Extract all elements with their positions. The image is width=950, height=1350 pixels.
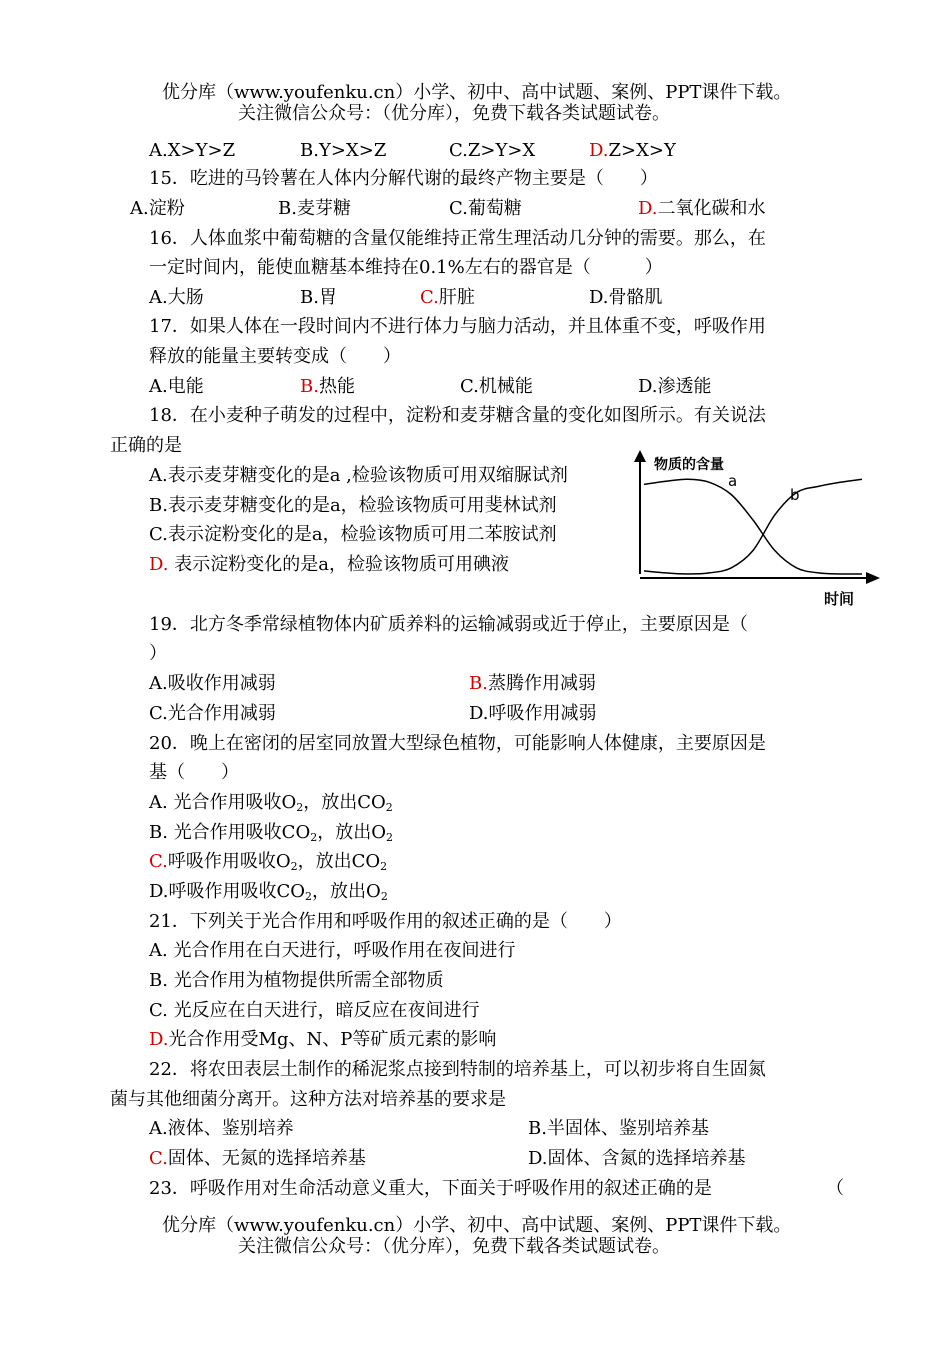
q21-option-c: C. 光反应在白天进行，暗反应在夜间进行 <box>149 1000 480 1021</box>
q19-stem-line1: 19．北方冬季常绿植物体内矿质养料的运输减弱或近于停止，主要原因是（ <box>149 614 748 635</box>
q20-option-a: A. 光合作用吸收$O_2$，放出$CO_2$ <box>149 792 393 814</box>
chart-series-a-line <box>644 479 862 574</box>
q15-option-b: B.麦芽糖 <box>278 198 351 219</box>
chart-x-axis-arrow <box>866 572 880 584</box>
q14-option-c: C.Z>Y>X <box>449 140 536 161</box>
q15-option-c: C.葡萄糖 <box>449 198 522 219</box>
q17-option-b: B.热能 <box>300 376 355 397</box>
q16-option-c: C.肝脏 <box>420 287 475 308</box>
q15-option-d: D.二氧化碳和水 <box>638 198 766 219</box>
q19-stem-line2: ） <box>149 643 167 664</box>
q16-option-a: A.大肠 <box>149 287 204 308</box>
chart-y-axis-arrow <box>634 450 646 462</box>
q23-stem: 23．呼吸作用对生命活动意义重大，下面关于呼吸作用的叙述正确的是 <box>149 1178 712 1199</box>
q20-stem-line1: 20．晚上在密闭的居室同放置大型绿色植物，可能影响人体健康，主要原因是 <box>149 733 766 754</box>
q22-option-a: A.液体、鉴别培养 <box>149 1118 294 1139</box>
q15-stem: 15．吃进的马铃薯在人体内分解代谢的最终产物主要是（ ） <box>149 168 658 189</box>
q19-option-d: D.呼吸作用减弱 <box>469 703 597 724</box>
q19-option-b: B.蒸腾作用减弱 <box>469 673 596 694</box>
q17-stem-line1: 17．如果人体在一段时间内不进行体力与脑力活动，并且体重不变，呼吸作用 <box>149 316 766 337</box>
q20-stem-line2: 基（ ） <box>149 762 239 783</box>
chart-series-b-line <box>644 479 862 574</box>
q21-stem: 21．下列关于光合作用和呼吸作用的叙述正确的是（ ） <box>149 911 622 932</box>
q18-option-a: A.表示麦芽糖变化的是a ,检验该物质可用双缩脲试剂 <box>149 465 568 486</box>
q14-option-b: B.Y>X>Z <box>300 140 387 161</box>
q15-option-a: A.淀粉 <box>130 198 185 219</box>
chart-series-b-label: b <box>790 486 800 504</box>
q22-stem-line2: 菌与其他细菌分离开。这种方法对培养基的要求是 <box>110 1089 506 1110</box>
q17-option-c: C.机械能 <box>460 376 533 397</box>
q19-option-a: A.吸收作用减弱 <box>149 673 276 694</box>
q18-stem-line1: 18．在小麦种子萌发的过程中，淀粉和麦芽糖含量的变化如图所示。有关说法 <box>149 405 766 426</box>
q18-chart <box>630 450 890 610</box>
q17-option-a: A.电能 <box>149 376 204 397</box>
q20-option-b: B. 光合作用吸收$CO_2$，放出$O_2$ <box>149 822 393 844</box>
q18-stem-line2: 正确的是 <box>110 435 182 456</box>
q21-option-b: B. 光合作用为植物提供所需全部物质 <box>149 970 444 991</box>
q23-paren: （ <box>826 1178 844 1199</box>
page-footer-line2: 关注微信公众号：（优分库），免费下载各类试题试卷。 <box>238 1236 670 1257</box>
q17-option-d: D.渗透能 <box>638 376 712 397</box>
page-footer-line1: 优分库（www.youfenku.cn）小学、初中、高中试题、案例、PPT课件下载。 <box>162 1215 792 1236</box>
chart-series-a-label: a <box>728 472 738 490</box>
page-header-line2: 关注微信公众号：（优分库），免费下载各类试题试卷。 <box>238 103 670 124</box>
q21-option-d: D.光合作用受Mg、N、P等矿质元素的影响 <box>149 1029 497 1050</box>
q17-stem-line2: 释放的能量主要转变成（ ） <box>149 346 401 367</box>
q22-option-c: C.固体、无氮的选择培养基 <box>149 1148 366 1169</box>
page-header-line1: 优分库（www.youfenku.cn）小学、初中、高中试题、案例、PPT课件下载。 <box>162 82 792 103</box>
q20-option-c: C.呼吸作用吸收$O_2$，放出$CO_2$ <box>149 851 388 873</box>
q14-option-a: A.X>Y>Z <box>149 140 236 161</box>
chart-y-label: 物质的含量 <box>654 457 724 473</box>
chart-x-label: 时间 <box>824 590 855 608</box>
q21-option-a: A. 光合作用在白天进行，呼吸作用在夜间进行 <box>149 940 516 961</box>
q16-option-b: B.胃 <box>300 287 337 308</box>
q22-option-d: D.固体、含氮的选择培养基 <box>528 1148 746 1169</box>
q18-option-c: C.表示淀粉变化的是a，检验该物质可用二苯胺试剂 <box>149 524 557 545</box>
q19-option-c: C.光合作用减弱 <box>149 703 276 724</box>
q14-option-d: D.Z>X>Y <box>589 140 676 161</box>
q18-option-d: D. 表示淀粉变化的是a，检验该物质可用碘液 <box>149 554 509 575</box>
q22-option-b: B.半固体、鉴别培养基 <box>528 1118 709 1139</box>
q16-option-d: D.骨骼肌 <box>589 287 663 308</box>
q22-stem-line1: 22．将农田表层土制作的稀泥浆点接到特制的培养基上，可以初步将自生固氮 <box>149 1059 766 1080</box>
q20-option-d: D.呼吸作用吸收$CO_2$，放出$O_2$ <box>149 881 388 903</box>
q16-stem-line2: 一定时间内，能使血糖基本维持在0.1%左右的器官是（ ） <box>149 257 663 278</box>
q16-stem-line1: 16．人体血浆中葡萄糖的含量仅能维持正常生理活动几分钟的需要。那么，在 <box>149 228 766 249</box>
q18-option-b: B.表示麦芽糖变化的是a，检验该物质可用斐林试剂 <box>149 495 557 516</box>
